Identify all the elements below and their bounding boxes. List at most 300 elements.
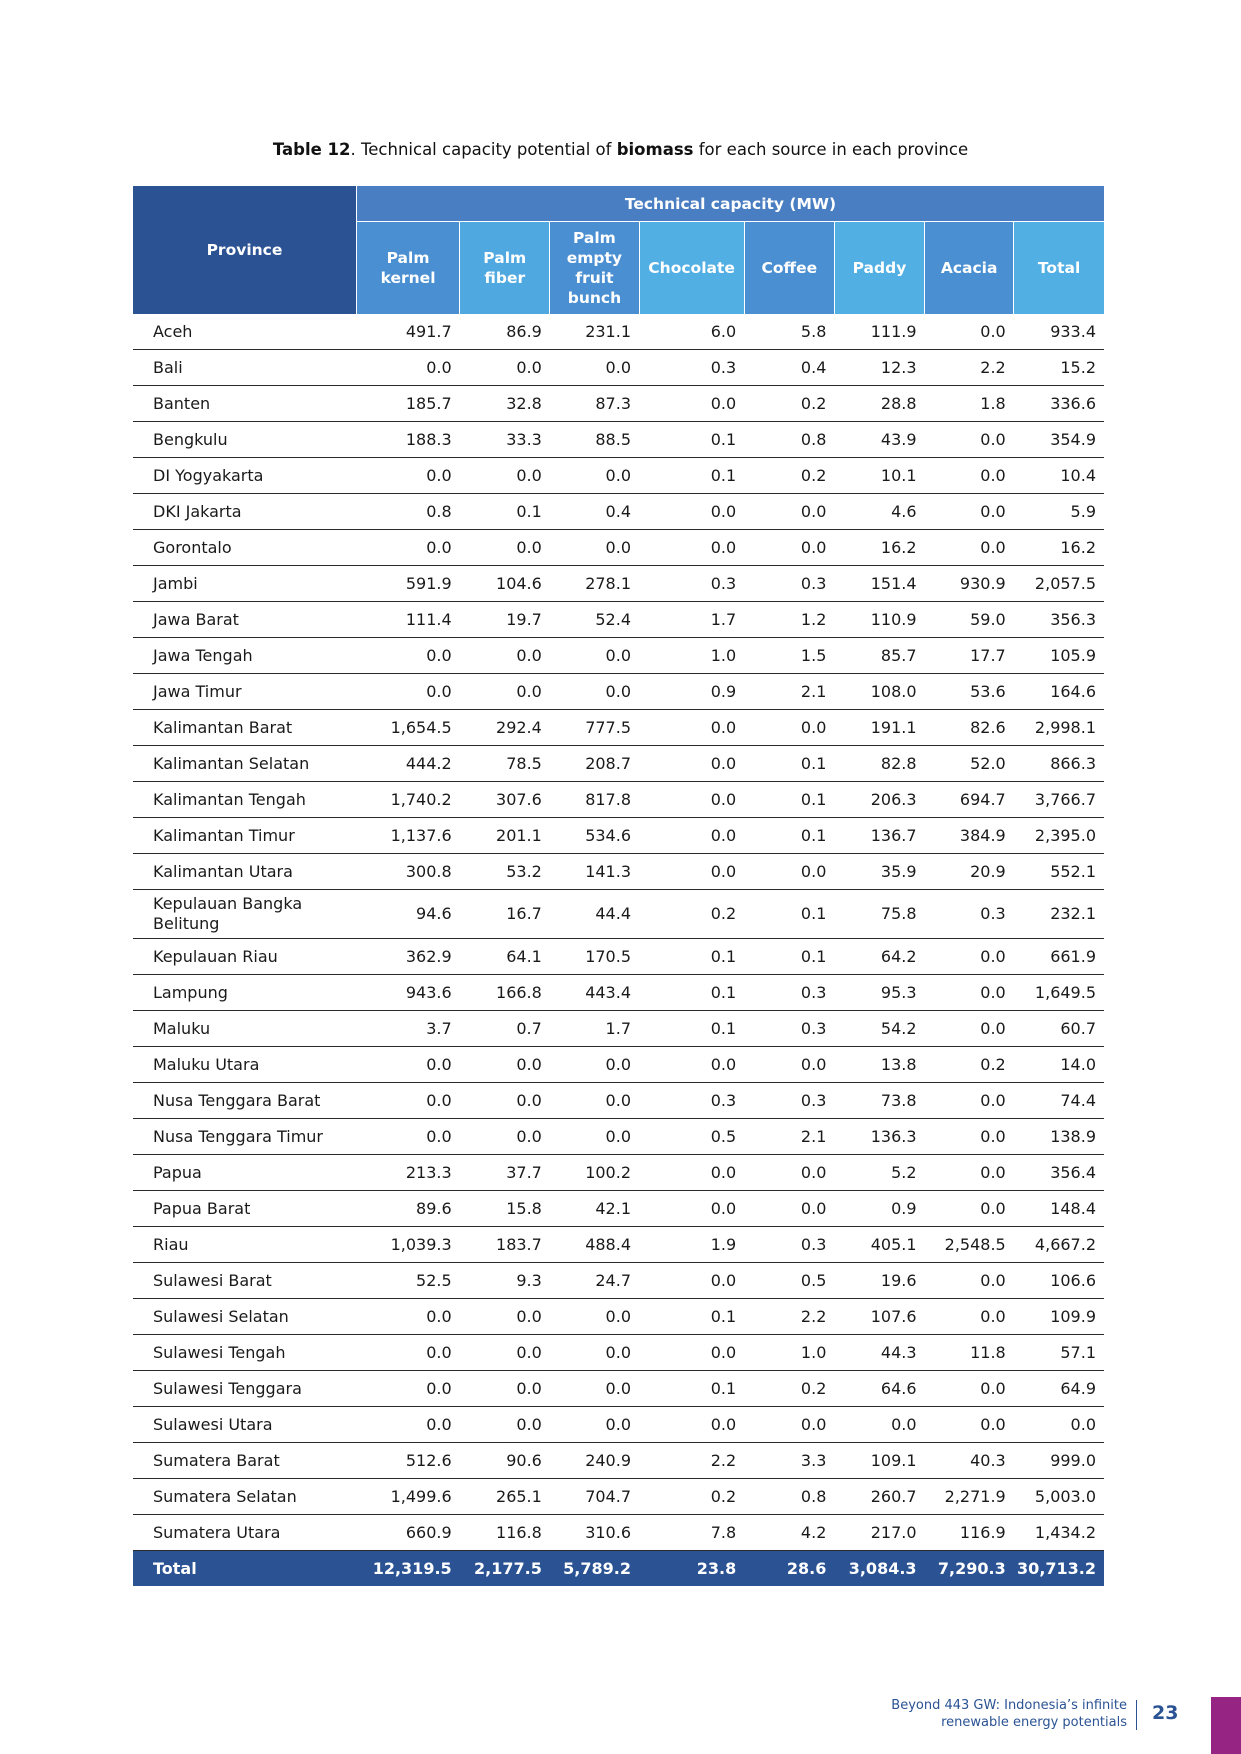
table-row <box>133 939 1104 975</box>
value-cell: 57.1 <box>1014 1335 1104 1371</box>
province-cell: Kalimantan Selatan <box>133 746 356 782</box>
table-row <box>133 1011 1104 1047</box>
total-cell: 12,319.5 <box>356 1551 459 1587</box>
column-header-palm-fiber: Palm fiber <box>460 222 550 315</box>
province-cell: Sulawesi Barat <box>133 1263 356 1299</box>
value-cell: 2.1 <box>744 674 834 710</box>
value-cell: 110.9 <box>834 602 924 638</box>
value-cell: 0.0 <box>744 1047 834 1083</box>
caption-text-before: . Technical capacity potential of <box>350 140 617 159</box>
value-cell: 0.0 <box>356 1371 459 1407</box>
value-cell: 0.9 <box>639 674 744 710</box>
page-number: 23 <box>1152 1702 1179 1724</box>
table-row <box>133 854 1104 890</box>
value-cell: 85.7 <box>834 638 924 674</box>
value-cell: 90.6 <box>460 1443 550 1479</box>
value-cell: 1,434.2 <box>1014 1515 1104 1551</box>
value-cell: 0.0 <box>925 939 1014 975</box>
value-cell: 0.0 <box>356 1119 459 1155</box>
column-header-coffee: Coffee <box>744 222 834 315</box>
biomass-capacity-table <box>133 186 1104 1586</box>
value-cell: 0.0 <box>925 1371 1014 1407</box>
column-header-total: Total <box>1014 222 1104 315</box>
value-cell: 0.5 <box>744 1263 834 1299</box>
value-cell: 933.4 <box>1014 314 1104 350</box>
value-cell: 0.1 <box>639 1299 744 1335</box>
page-edge-tab <box>1211 1697 1241 1754</box>
table-row <box>133 890 1104 939</box>
value-cell: 0.0 <box>550 1407 639 1443</box>
value-cell: 0.0 <box>460 1299 550 1335</box>
value-cell: 292.4 <box>460 710 550 746</box>
value-cell: 0.8 <box>744 422 834 458</box>
value-cell: 166.8 <box>460 975 550 1011</box>
value-cell: 0.0 <box>639 1191 744 1227</box>
province-cell: Jawa Tengah <box>133 638 356 674</box>
value-cell: 0.0 <box>460 458 550 494</box>
value-cell: 138.9 <box>1014 1119 1104 1155</box>
value-cell: 0.2 <box>744 458 834 494</box>
table-header <box>133 186 1104 314</box>
value-cell: 0.3 <box>744 566 834 602</box>
province-cell: Jawa Barat <box>133 602 356 638</box>
value-cell: 0.0 <box>639 818 744 854</box>
table-row <box>133 350 1104 386</box>
value-cell: 512.6 <box>356 1443 459 1479</box>
value-cell: 19.7 <box>460 602 550 638</box>
value-cell: 866.3 <box>1014 746 1104 782</box>
value-cell: 59.0 <box>925 602 1014 638</box>
value-cell: 0.1 <box>744 746 834 782</box>
value-cell: 1,137.6 <box>356 818 459 854</box>
value-cell: 0.1 <box>639 1011 744 1047</box>
value-cell: 0.0 <box>744 1155 834 1191</box>
value-cell: 0.3 <box>639 350 744 386</box>
value-cell: 0.0 <box>550 1047 639 1083</box>
value-cell: 488.4 <box>550 1227 639 1263</box>
table-row <box>133 1371 1104 1407</box>
value-cell: 43.9 <box>834 422 924 458</box>
value-cell: 20.9 <box>925 854 1014 890</box>
value-cell: 64.9 <box>1014 1371 1104 1407</box>
table-row <box>133 1407 1104 1443</box>
value-cell: 232.1 <box>1014 890 1104 939</box>
value-cell: 443.4 <box>550 975 639 1011</box>
value-cell: 0.0 <box>639 386 744 422</box>
province-cell: Kalimantan Barat <box>133 710 356 746</box>
value-cell: 405.1 <box>834 1227 924 1263</box>
value-cell: 111.4 <box>356 602 459 638</box>
value-cell: 53.6 <box>925 674 1014 710</box>
value-cell: 0.2 <box>744 1371 834 1407</box>
table-row <box>133 1047 1104 1083</box>
footer-line-2: renewable energy potentials <box>941 1715 1127 1730</box>
value-cell: 0.9 <box>834 1191 924 1227</box>
value-cell: 1,654.5 <box>356 710 459 746</box>
value-cell: 930.9 <box>925 566 1014 602</box>
value-cell: 0.0 <box>356 1083 459 1119</box>
value-cell: 5,003.0 <box>1014 1479 1104 1515</box>
province-cell: Jawa Timur <box>133 674 356 710</box>
value-cell: 0.8 <box>356 494 459 530</box>
value-cell: 0.0 <box>460 1119 550 1155</box>
value-cell: 491.7 <box>356 314 459 350</box>
province-cell: Riau <box>133 1227 356 1263</box>
column-header-palm-empty-fruit-bunch: Palm empty fruit bunch <box>550 222 639 315</box>
value-cell: 0.0 <box>925 1119 1014 1155</box>
value-cell: 354.9 <box>1014 422 1104 458</box>
value-cell: 170.5 <box>550 939 639 975</box>
value-cell: 87.3 <box>550 386 639 422</box>
value-cell: 0.3 <box>744 1083 834 1119</box>
value-cell: 16.7 <box>460 890 550 939</box>
value-cell: 704.7 <box>550 1479 639 1515</box>
value-cell: 1.9 <box>639 1227 744 1263</box>
table-row <box>133 422 1104 458</box>
table-row <box>133 1227 1104 1263</box>
value-cell: 94.6 <box>356 890 459 939</box>
value-cell: 5.8 <box>744 314 834 350</box>
value-cell: 28.8 <box>834 386 924 422</box>
value-cell: 356.3 <box>1014 602 1104 638</box>
value-cell: 0.0 <box>639 782 744 818</box>
value-cell: 0.1 <box>744 939 834 975</box>
value-cell: 106.6 <box>1014 1263 1104 1299</box>
province-cell: Kalimantan Utara <box>133 854 356 890</box>
value-cell: 356.4 <box>1014 1155 1104 1191</box>
value-cell: 1.0 <box>639 638 744 674</box>
value-cell: 0.0 <box>639 1047 744 1083</box>
value-cell: 0.3 <box>925 890 1014 939</box>
value-cell: 0.0 <box>925 1263 1014 1299</box>
value-cell: 694.7 <box>925 782 1014 818</box>
value-cell: 817.8 <box>550 782 639 818</box>
value-cell: 0.1 <box>639 975 744 1011</box>
province-cell: DKI Jakarta <box>133 494 356 530</box>
value-cell: 19.6 <box>834 1263 924 1299</box>
value-cell: 37.7 <box>460 1155 550 1191</box>
value-cell: 1,649.5 <box>1014 975 1104 1011</box>
province-cell: Kepulauan Bangka Belitung <box>133 890 356 939</box>
value-cell: 0.0 <box>639 746 744 782</box>
total-cell: 7,290.3 <box>925 1551 1014 1587</box>
value-cell: 999.0 <box>1014 1443 1104 1479</box>
table-row <box>133 494 1104 530</box>
value-cell: 265.1 <box>460 1479 550 1515</box>
total-cell: 3,084.3 <box>834 1551 924 1587</box>
value-cell: 108.0 <box>834 674 924 710</box>
technical-capacity-header: Technical capacity (MW) <box>356 186 1104 222</box>
column-header-acacia: Acacia <box>925 222 1014 315</box>
value-cell: 0.0 <box>356 1299 459 1335</box>
value-cell: 16.2 <box>834 530 924 566</box>
value-cell: 52.5 <box>356 1263 459 1299</box>
province-cell: Banten <box>133 386 356 422</box>
table-row <box>133 782 1104 818</box>
value-cell: 552.1 <box>1014 854 1104 890</box>
value-cell: 54.2 <box>834 1011 924 1047</box>
value-cell: 141.3 <box>550 854 639 890</box>
caption-label: Table 12 <box>272 140 351 159</box>
value-cell: 82.6 <box>925 710 1014 746</box>
value-cell: 0.0 <box>550 638 639 674</box>
value-cell: 336.6 <box>1014 386 1104 422</box>
value-cell: 0.0 <box>925 314 1014 350</box>
value-cell: 0.0 <box>550 1083 639 1119</box>
table-row <box>133 1155 1104 1191</box>
total-row <box>133 1551 1104 1587</box>
value-cell: 53.2 <box>460 854 550 890</box>
value-cell: 0.0 <box>925 1299 1014 1335</box>
value-cell: 0.0 <box>925 530 1014 566</box>
province-cell: Sulawesi Tenggara <box>133 1371 356 1407</box>
table-body <box>133 314 1104 1551</box>
value-cell: 13.8 <box>834 1047 924 1083</box>
value-cell: 0.0 <box>639 854 744 890</box>
value-cell: 1.7 <box>550 1011 639 1047</box>
table-row <box>133 602 1104 638</box>
value-cell: 0.7 <box>460 1011 550 1047</box>
value-cell: 5.9 <box>1014 494 1104 530</box>
value-cell: 64.2 <box>834 939 924 975</box>
footer-divider <box>1136 1700 1137 1730</box>
value-cell: 9.3 <box>460 1263 550 1299</box>
value-cell: 2,395.0 <box>1014 818 1104 854</box>
value-cell: 777.5 <box>550 710 639 746</box>
value-cell: 164.6 <box>1014 674 1104 710</box>
value-cell: 0.2 <box>925 1047 1014 1083</box>
value-cell: 111.9 <box>834 314 924 350</box>
value-cell: 0.0 <box>550 1371 639 1407</box>
value-cell: 0.1 <box>639 458 744 494</box>
table-row <box>133 674 1104 710</box>
table-row <box>133 746 1104 782</box>
value-cell: 0.0 <box>460 530 550 566</box>
value-cell: 0.0 <box>639 1155 744 1191</box>
value-cell: 0.0 <box>925 1191 1014 1227</box>
value-cell: 1.5 <box>744 638 834 674</box>
value-cell: 33.3 <box>460 422 550 458</box>
value-cell: 15.2 <box>1014 350 1104 386</box>
province-cell: Kalimantan Tengah <box>133 782 356 818</box>
value-cell: 591.9 <box>356 566 459 602</box>
value-cell: 0.3 <box>744 1227 834 1263</box>
value-cell: 14.0 <box>1014 1047 1104 1083</box>
value-cell: 86.9 <box>460 314 550 350</box>
value-cell: 217.0 <box>834 1515 924 1551</box>
province-cell: Papua Barat <box>133 1191 356 1227</box>
value-cell: 0.0 <box>834 1407 924 1443</box>
province-cell: Sumatera Utara <box>133 1515 356 1551</box>
value-cell: 95.3 <box>834 975 924 1011</box>
value-cell: 10.1 <box>834 458 924 494</box>
value-cell: 2.2 <box>639 1443 744 1479</box>
value-cell: 104.6 <box>460 566 550 602</box>
value-cell: 0.0 <box>356 530 459 566</box>
value-cell: 12.3 <box>834 350 924 386</box>
value-cell: 0.2 <box>639 890 744 939</box>
value-cell: 0.0 <box>744 854 834 890</box>
column-header-paddy: Paddy <box>834 222 924 315</box>
value-cell: 2,998.1 <box>1014 710 1104 746</box>
value-cell: 7.8 <box>639 1515 744 1551</box>
caption-text-after: for each source in each province <box>693 140 969 159</box>
value-cell: 3.3 <box>744 1443 834 1479</box>
value-cell: 11.8 <box>925 1335 1014 1371</box>
total-cell: 28.6 <box>744 1551 834 1587</box>
value-cell: 0.0 <box>550 350 639 386</box>
value-cell: 0.0 <box>356 350 459 386</box>
province-header: Province <box>133 186 356 314</box>
value-cell: 0.2 <box>744 386 834 422</box>
value-cell: 1,740.2 <box>356 782 459 818</box>
value-cell: 213.3 <box>356 1155 459 1191</box>
value-cell: 0.0 <box>460 1047 550 1083</box>
table-row <box>133 386 1104 422</box>
value-cell: 2.1 <box>744 1119 834 1155</box>
value-cell: 44.3 <box>834 1335 924 1371</box>
value-cell: 240.9 <box>550 1443 639 1479</box>
total-cell: 30,713.2 <box>1014 1551 1104 1587</box>
value-cell: 231.1 <box>550 314 639 350</box>
province-cell: Kepulauan Riau <box>133 939 356 975</box>
table-row <box>133 566 1104 602</box>
value-cell: 0.0 <box>550 458 639 494</box>
value-cell: 0.3 <box>639 566 744 602</box>
value-cell: 0.0 <box>356 458 459 494</box>
value-cell: 0.0 <box>550 530 639 566</box>
value-cell: 1.2 <box>744 602 834 638</box>
value-cell: 362.9 <box>356 939 459 975</box>
value-cell: 1.8 <box>925 386 1014 422</box>
value-cell: 0.0 <box>925 494 1014 530</box>
value-cell: 4.2 <box>744 1515 834 1551</box>
value-cell: 0.1 <box>744 818 834 854</box>
value-cell: 136.3 <box>834 1119 924 1155</box>
value-cell: 943.6 <box>356 975 459 1011</box>
province-cell: Sulawesi Selatan <box>133 1299 356 1335</box>
value-cell: 78.5 <box>460 746 550 782</box>
value-cell: 0.0 <box>460 1335 550 1371</box>
total-cell: 5,789.2 <box>550 1551 639 1587</box>
value-cell: 0.0 <box>639 710 744 746</box>
province-cell: Kalimantan Timur <box>133 818 356 854</box>
province-cell: Nusa Tenggara Barat <box>133 1083 356 1119</box>
value-cell: 188.3 <box>356 422 459 458</box>
table-row <box>133 818 1104 854</box>
province-cell: Sumatera Selatan <box>133 1479 356 1515</box>
value-cell: 278.1 <box>550 566 639 602</box>
province-cell: Papua <box>133 1155 356 1191</box>
value-cell: 5.2 <box>834 1155 924 1191</box>
value-cell: 89.6 <box>356 1191 459 1227</box>
province-cell: Bengkulu <box>133 422 356 458</box>
value-cell: 3,766.7 <box>1014 782 1104 818</box>
value-cell: 0.0 <box>744 710 834 746</box>
value-cell: 1.0 <box>744 1335 834 1371</box>
value-cell: 0.0 <box>925 975 1014 1011</box>
value-cell: 384.9 <box>925 818 1014 854</box>
province-cell: Sulawesi Tengah <box>133 1335 356 1371</box>
value-cell: 2.2 <box>925 350 1014 386</box>
table-row <box>133 1263 1104 1299</box>
value-cell: 2,271.9 <box>925 1479 1014 1515</box>
value-cell: 10.4 <box>1014 458 1104 494</box>
value-cell: 2.2 <box>744 1299 834 1335</box>
value-cell: 0.4 <box>744 350 834 386</box>
caption-bold-word: biomass <box>616 140 694 159</box>
province-cell: Maluku <box>133 1011 356 1047</box>
value-cell: 60.7 <box>1014 1011 1104 1047</box>
column-header-chocolate: Chocolate <box>639 222 744 315</box>
value-cell: 185.7 <box>356 386 459 422</box>
value-cell: 6.0 <box>639 314 744 350</box>
value-cell: 0.1 <box>460 494 550 530</box>
table-row <box>133 638 1104 674</box>
value-cell: 44.4 <box>550 890 639 939</box>
value-cell: 0.4 <box>550 494 639 530</box>
value-cell: 0.0 <box>744 494 834 530</box>
value-cell: 0.0 <box>460 674 550 710</box>
value-cell: 1.7 <box>639 602 744 638</box>
province-cell: DI Yogyakarta <box>133 458 356 494</box>
value-cell: 35.9 <box>834 854 924 890</box>
value-cell: 0.0 <box>460 1407 550 1443</box>
value-cell: 0.1 <box>639 422 744 458</box>
value-cell: 534.6 <box>550 818 639 854</box>
table-row <box>133 530 1104 566</box>
value-cell: 88.5 <box>550 422 639 458</box>
province-cell: Bali <box>133 350 356 386</box>
value-cell: 75.8 <box>834 890 924 939</box>
table-row <box>133 1335 1104 1371</box>
province-cell: Sumatera Barat <box>133 1443 356 1479</box>
value-cell: 24.7 <box>550 1263 639 1299</box>
value-cell: 0.0 <box>356 1047 459 1083</box>
value-cell: 64.6 <box>834 1371 924 1407</box>
value-cell: 310.6 <box>550 1515 639 1551</box>
value-cell: 0.0 <box>460 1083 550 1119</box>
value-cell: 42.1 <box>550 1191 639 1227</box>
value-cell: 0.0 <box>639 1263 744 1299</box>
value-cell: 300.8 <box>356 854 459 890</box>
province-cell: Lampung <box>133 975 356 1011</box>
value-cell: 0.1 <box>639 939 744 975</box>
province-cell: Sulawesi Utara <box>133 1407 356 1443</box>
value-cell: 52.4 <box>550 602 639 638</box>
value-cell: 40.3 <box>925 1443 1014 1479</box>
value-cell: 1,039.3 <box>356 1227 459 1263</box>
footer-line-1: Beyond 443 GW: Indonesia’s infinite <box>891 1698 1127 1713</box>
value-cell: 0.1 <box>744 782 834 818</box>
table-row <box>133 1083 1104 1119</box>
value-cell: 2,057.5 <box>1014 566 1104 602</box>
value-cell: 0.0 <box>460 1371 550 1407</box>
value-cell: 0.0 <box>744 1191 834 1227</box>
value-cell: 1,499.6 <box>356 1479 459 1515</box>
value-cell: 0.0 <box>925 1155 1014 1191</box>
value-cell: 15.8 <box>460 1191 550 1227</box>
column-header-palm-kernel: Palm kernel <box>356 222 459 315</box>
value-cell: 260.7 <box>834 1479 924 1515</box>
value-cell: 0.8 <box>744 1479 834 1515</box>
value-cell: 2,548.5 <box>925 1227 1014 1263</box>
value-cell: 136.7 <box>834 818 924 854</box>
value-cell: 52.0 <box>925 746 1014 782</box>
value-cell: 0.3 <box>744 975 834 1011</box>
table-row <box>133 1479 1104 1515</box>
value-cell: 32.8 <box>460 386 550 422</box>
